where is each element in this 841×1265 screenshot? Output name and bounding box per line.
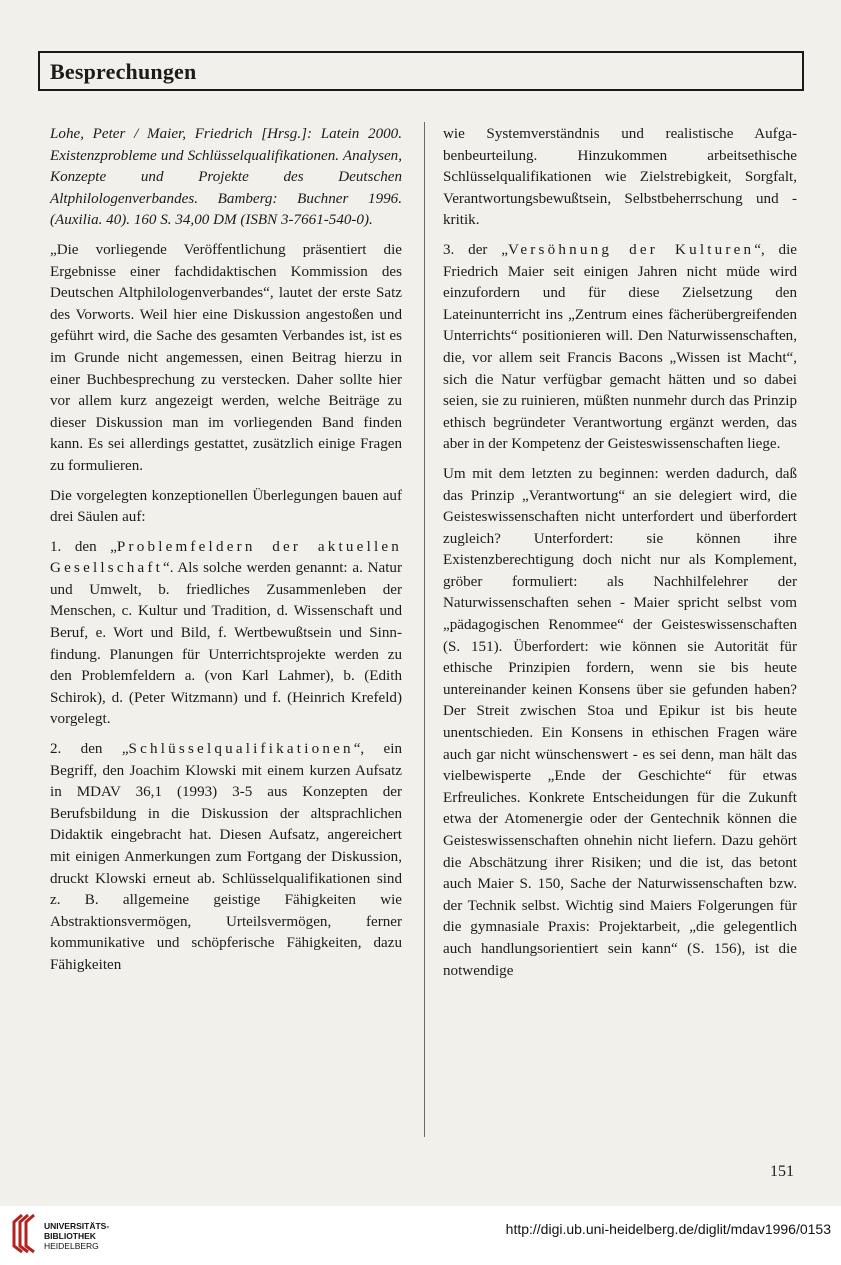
item-text: “. Als solche werden genannt: a. Natur und Umwelt, b. friedliches Zusammenleben der Menschen, c. Kultur und Tradition, d. Wissenschaft und Beruf, e. Wort und Bild, f. Wertbewußtsein und Sinnfindung. Planungen für Unterrichtsprojekte werden zu den Problemfeldern a. (von Karl Lahmer), b. (Edith Schirok), d. (Peter Witzmann) und f. (Heinrich Krefeld) vorgelegt.: [50, 560, 402, 728]
item-text: “, ein Begriff, den Joachim Klowski mit einem kurzen Aufsatz in MDAV 36,1 (1993) 3-5 aus Konzepten der Berufsbildung in die Diskussion der altsprachlichen Didaktik eingebracht hat. Diesen Aufsatz, angereichert mit einigen Anmerkungen zum Fortgang der Diskussion, druckt Klowski erneut ab. Schlüsselqualifikationen sind z. B. allgemeine geistige Fähigkeiten wie Abstraktionsvermögen, Urteilsvermögen, ferner kommunikative und schöpferische Fähigkeiten, dazu Fähigkeiten: [50, 741, 402, 973]
book-citation: Lohe, Peter / Maier, Friedrich [Hrsg.]: Latein 2000. Existenzprobleme und Schlüsselqualifikationen. Analysen, Konzepte und Projekte des Deutschen Altphilologenverbandes. Bamberg: Buchner 1996. (Auxilia. 40). 160 S. 34,00 DM (ISBN 3-7661-540-0).: [50, 126, 402, 229]
list-item-1: [50, 537, 402, 731]
item-prefix: 2. den „: [50, 741, 129, 758]
paragraph: Um mit dem letzten zu beginnen: werden dadurch, daß das Prinzip „Verantwortung“ an sie delegiert wird, die Geisteswissenschaften nicht unterfordert und überfordert zugleich? Unterfordert: sie können ihre Existenzberechtigung doch nicht nur als Komplement, gröber formuliert: als Nachhilfelehrer der Naturwissenschaften sehen - Maier spricht selbst vom „pädagogischen Renommee“ der Geisteswissenschaften (S. 151). Überfordert: wie können sie Autorität für ethische Prinzipien fordern, wenn sie bis heute untereinander keinen Konsens über sie gefunden haben? Der Streit zwischen Stoa und Epikur ist bis heute unentschieden. Ein Konsens in ethischen Fragen wäre auch gar nicht wünschenswert - es sei denn, man hält das vielbewisperte „Ende der Geschichte“ für etwas Erfreuliches. Konkrete Entscheidungen für die Zukunft etwa der Atomenergie oder der Gentechnik können die Geisteswissenschaften ohnehin nicht liefern. Dazu gehört die Abschätzung ihrer Risiken; und die ist, das betont auch Maier S. 150, Sache der Naturwissenschaften bzw. der Technik selbst. Wichtig sind Maiers Folgerungen für die gymnasiale Praxis: Projektarbeit, „die gelegentlich auch handlungsorientiert sein kann“ (S. 156), ist die notwendige: [443, 465, 797, 979]
item-prefix: 1. den „: [50, 538, 117, 555]
spaced-term: Schlüsselqualifikationen: [128, 741, 354, 758]
library-name-line: BIBLIOTHEK: [44, 1231, 96, 1241]
left-column: [50, 124, 402, 985]
item-prefix: 3. der „: [443, 241, 508, 258]
paragraph: wie Systemverständnis und realistische Aufgabenbeurteilung. Hinzukommen arbeitsethische Schlüsselqualifikationen wie Zielstrebigkeit, Sorgfalt, Verantwortungsbewußtsein, Selbstbeherrschung und -kritik.: [443, 126, 797, 229]
library-logo-icon: [8, 1212, 40, 1254]
library-name: [44, 1221, 109, 1251]
section-header-box: [38, 51, 804, 91]
paragraph: Die vorgelegten konzeptionellen Überlegungen bauen auf drei Säulen auf:: [50, 487, 402, 526]
spaced-term: Versöhnung der Kulturen: [507, 241, 755, 258]
source-url-link[interactable]: http://digi.ub.uni-heidelberg.de/diglit/mdav1996/0153: [505, 1221, 831, 1237]
page-number: 151: [770, 1163, 794, 1180]
footer-bar: [0, 1206, 841, 1265]
column-divider: [424, 122, 425, 1137]
section-title: Besprechungen: [50, 59, 197, 84]
list-item-3: [443, 240, 797, 456]
item-text: “, die Friedrich Maier seit einigen Jahren nicht müde wird einzufordern und für diese Zielsetzung den Lateinunterricht ins „Zentrum eines fächerübergreifenden Unterrichts“ positionieren will. Den Naturwissenschaften, die, vor allem seit Francis Bacons „Wissen ist Macht“, sich die Natur verfügbar gemacht hätten und so dabei seien, sie zu ruinieren, müßten nunmehr durch das Prinzip ethisch begründeter Verantwortung ergänzt werden, das aber in der Kompetenz der Geisteswissenschaften liege.: [443, 241, 797, 453]
right-column: [443, 124, 797, 990]
list-item-2: [50, 739, 402, 977]
library-name-line: UNIVERSITÄTS-: [44, 1221, 110, 1231]
spaced-term: Problemfeldern der aktuellen Gesellschaft: [50, 538, 402, 577]
paragraph: „Die vorliegende Veröffentlichung präsentiert die Ergebnisse einer fachdidaktischen Kommission des Deutschen Altphilologenverbandes“, lautet der erste Satz des Vorworts. Weil hier eine Diskussion angestoßen und geführt wird, die Sache des gesamten Verbandes ist, ist es im Grunde nicht angemessen, einen Beitrag hierzu in einer Buchbesprechung zu verstecken. Daher sollte hier vor allem kurz angezeigt werden, welche Beiträge zu dieser Diskussion man im vorliegenden Band finden kann. Es sei allerdings gestattet, zusätzlich einige Fragen zu formulieren.: [50, 241, 402, 474]
library-name-line: HEIDELBERG: [44, 1241, 99, 1251]
